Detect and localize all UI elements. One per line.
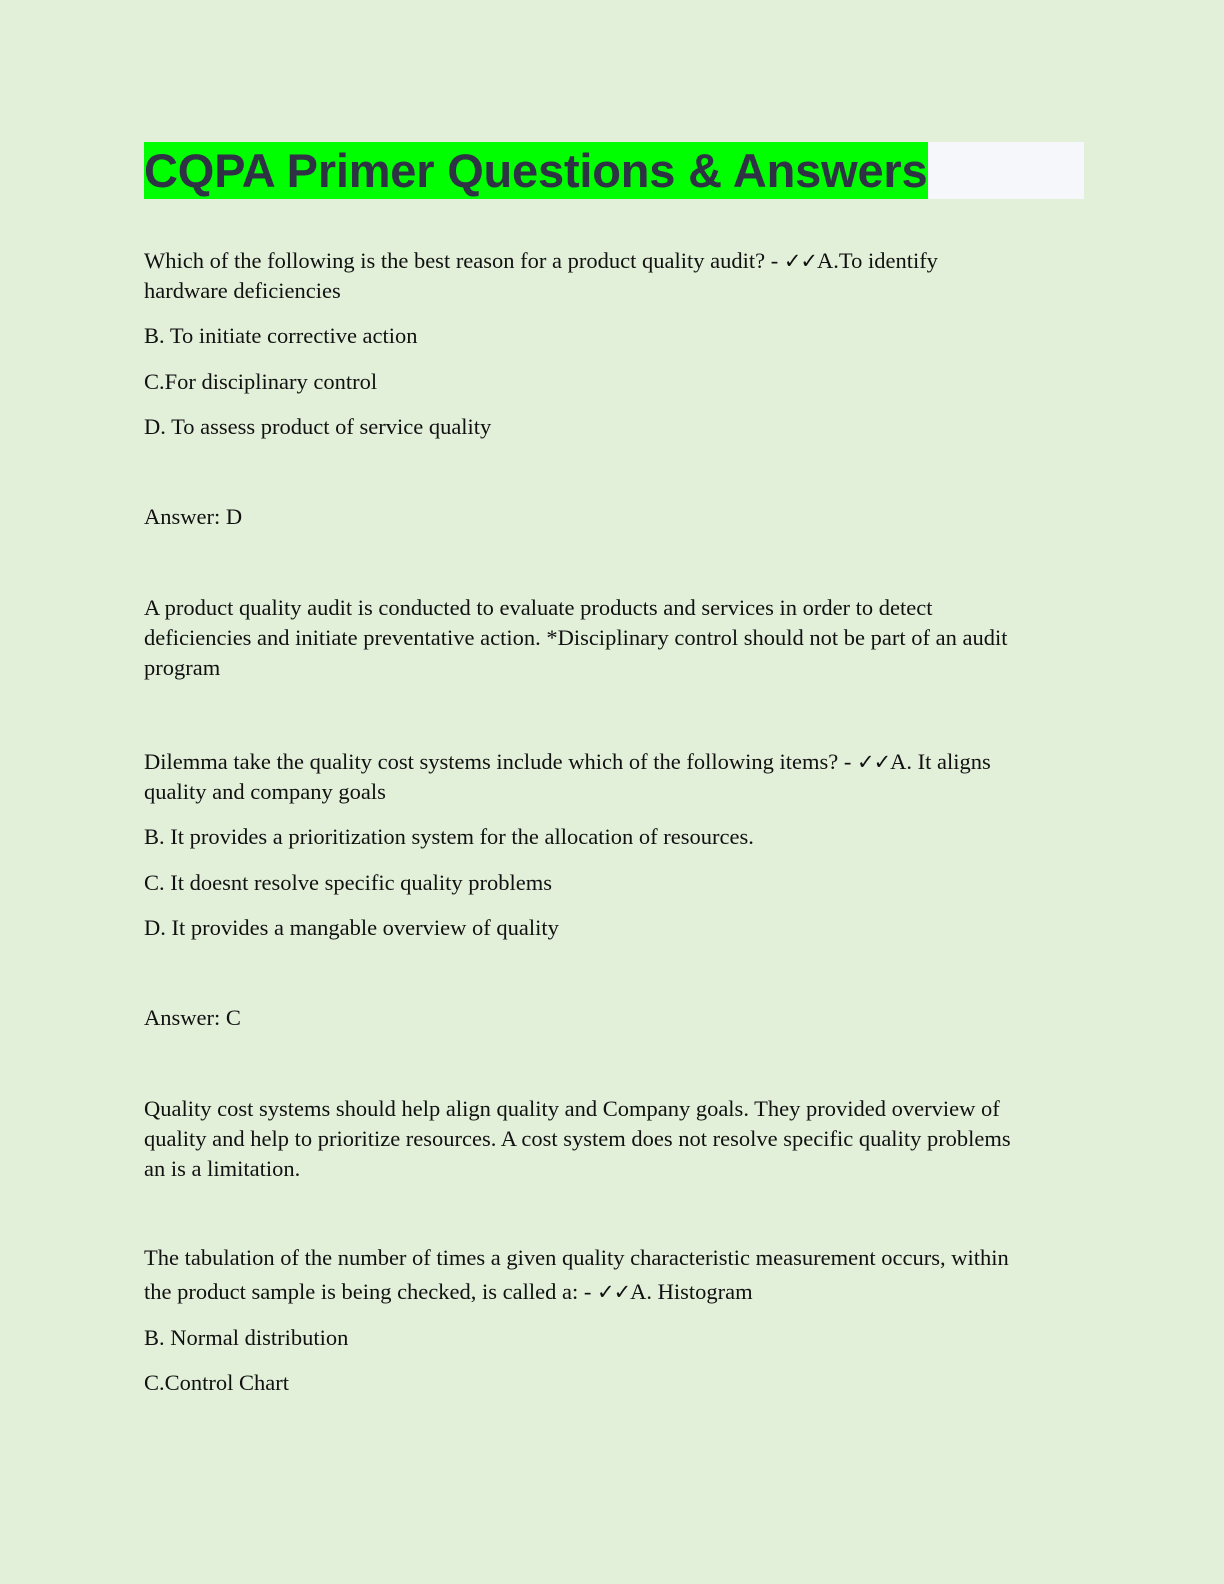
question-3-stem-text: the product sample is being checked, is called a: - — [144, 1279, 597, 1304]
title-highlight — [144, 142, 928, 199]
question-3-option-a: A. Histogram — [630, 1279, 753, 1304]
question-1-explanation-line-2: deficiencies and initiate preventative action. *Disciplinary control should not be part of an audit — [144, 625, 1008, 650]
double-check-icon: ✓✓ — [856, 750, 891, 774]
document-header — [144, 142, 1084, 199]
question-1-explanation-line-1: A product quality audit is conducted to evaluate products and services in order to detect — [144, 595, 933, 620]
question-2-option-b: B. It provides a prioritization system for the allocation of resources. — [144, 824, 754, 849]
question-3-stem-line-1: The tabulation of the number of times a given quality characteristic measurement occurs, within — [144, 1245, 1009, 1270]
question-2-explanation-line-2: quality and help to prioritize resources. A cost system does not resolve specific quality problems — [144, 1126, 1011, 1151]
question-1-option-a: A.To identify — [817, 248, 938, 273]
double-check-icon: ✓✓ — [783, 249, 818, 273]
question-2-stem-line-1 — [144, 747, 991, 777]
question-2-explanation-line-3: an is a limitation. — [144, 1156, 301, 1181]
question-1-option-b: B. To initiate corrective action — [144, 323, 418, 348]
question-2-answer: Answer: C — [144, 1005, 241, 1030]
question-2-stem-line-2: quality and company goals — [144, 779, 386, 804]
question-3-option-c: C.Control Chart — [144, 1370, 289, 1395]
question-1-answer: Answer: D — [144, 504, 243, 529]
question-2-option-c: C. It doesnt resolve specific quality problems — [144, 870, 553, 895]
question-2-option-d: D. It provides a mangable overview of quality — [144, 915, 559, 940]
page-title: CQPA Primer Questions & Answers — [144, 144, 928, 197]
question-1-stem-line-1 — [144, 246, 938, 276]
question-3-option-b: B. Normal distribution — [144, 1325, 349, 1350]
title-band — [144, 142, 1084, 199]
question-2-explanation-line-1: Quality cost systems should help align quality and Company goals. They provided overview of — [144, 1096, 1000, 1121]
question-1-explanation-line-3: program — [144, 655, 221, 680]
question-2-stem-text: Dilemma take the quality cost systems include which of the following items? - — [144, 749, 857, 774]
question-3-stem-line-2 — [144, 1277, 753, 1307]
question-1-option-c: C.For disciplinary control — [144, 369, 378, 394]
double-check-icon: ✓✓ — [596, 1280, 631, 1304]
question-1-stem-line-2: hardware deficiencies — [144, 278, 341, 303]
question-2-option-a: A. It aligns — [890, 749, 991, 774]
question-1-stem-text: Which of the following is the best reason for a product quality audit? - — [144, 248, 784, 273]
question-1-option-d: D. To assess product of service quality — [144, 414, 492, 439]
